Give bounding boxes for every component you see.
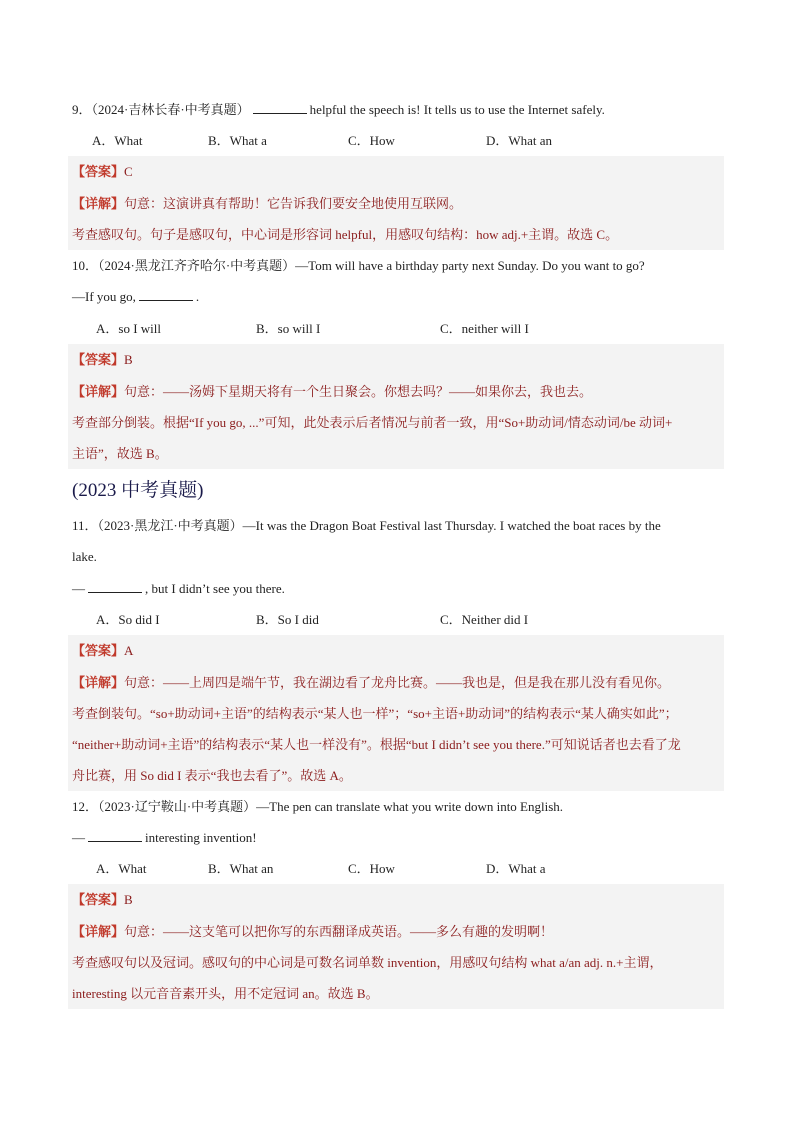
question-10-options — [96, 320, 696, 338]
detail-line-2: 考查部分倒装。根据“If you go, ...”可知，此处表示后者情况与前者一致，用“So+助动词/情态动词/be 动词+ — [72, 415, 673, 430]
answer-blank — [139, 288, 193, 301]
question-10-stem-2 — [72, 288, 199, 306]
option-b: B．so will I — [256, 321, 321, 336]
question-11-text: , but I didn’t see you there. — [145, 581, 285, 596]
question-12-stem-2 — [72, 829, 257, 847]
question-9-answer-box — [68, 156, 724, 250]
answer-blank — [88, 580, 142, 593]
detail-line-1 — [72, 923, 553, 941]
answer-value: B — [124, 352, 133, 367]
option-a: A．So did I — [96, 612, 160, 627]
detail-text: 句意：这演讲真有帮助！它告诉我们要安全地使用互联网。 — [124, 196, 463, 211]
answer-line — [72, 642, 133, 660]
question-12-options — [96, 860, 696, 878]
question-11-stem-cont: lake. — [72, 549, 97, 564]
option-c: C．How — [348, 861, 395, 876]
question-12-answer-box — [68, 884, 724, 1009]
answer-line — [72, 163, 133, 181]
answer-line — [72, 891, 133, 909]
option-c: C．How — [348, 133, 395, 148]
question-9-source: 9．（2024·吉林长春·中考真题） — [72, 102, 250, 117]
detail-line-1 — [72, 383, 592, 401]
detail-line-4: 舟比赛，用 So did I 表示“我也去看了”。故选 A。 — [72, 768, 352, 783]
detail-tag: 【详解】 — [72, 924, 125, 939]
question-11-options — [96, 611, 696, 629]
dash: — — [72, 830, 85, 845]
answer-tag: 【答案】 — [72, 352, 125, 367]
question-12-text: interesting invention! — [145, 830, 257, 845]
detail-line-2: 考查倒装句。“so+助动词+主语”的结构表示“某人也一样”；“so+主语+助动词”的结构表示“某人确实如此”； — [72, 706, 678, 721]
detail-line-2: 考查感叹句以及冠词。感叹句的中心词是可数名词单数 invention，用感叹句结构 what a/an adj. n.+主谓， — [72, 955, 663, 970]
answer-blank — [253, 101, 307, 114]
detail-tag: 【详解】 — [72, 196, 125, 211]
detail-text: 句意：——这支笔可以把你写的东西翻译成英语。——多么有趣的发明啊！ — [124, 924, 554, 939]
question-10-stem: 10．（2024·黑龙江齐齐哈尔·中考真题）—Tom will have a birthday party next Sunday. Do you want to go? — [72, 258, 645, 273]
answer-value: C — [124, 164, 133, 179]
dash: — — [72, 581, 85, 596]
question-11-answer-box — [68, 635, 724, 791]
option-d: D．What a — [486, 861, 546, 876]
detail-text: 句意：——上周四是端午节，我在湖边看了龙舟比赛。——我也是，但是我在那儿没有看见你。 — [124, 675, 671, 690]
option-b: B．So I did — [256, 612, 319, 627]
question-10-text: —If you go, — [72, 289, 136, 304]
question-12-stem: 12．（2023·辽宁鞍山·中考真题）—The pen can translate what you write down into English. — [72, 799, 564, 814]
option-c: C．Neither did I — [440, 612, 529, 627]
question-10-punct: . — [195, 289, 200, 304]
answer-tag: 【答案】 — [72, 164, 125, 179]
option-a: A．What — [96, 861, 147, 876]
detail-tag: 【详解】 — [72, 675, 125, 690]
detail-line-3: interesting 以元音音素开头，用不定冠词 an。故选 B。 — [72, 986, 379, 1001]
detail-line-1 — [72, 195, 462, 213]
detail-line-1 — [72, 674, 670, 692]
option-a: A．so I will — [96, 321, 162, 336]
answer-value: A — [124, 643, 134, 658]
option-b: B．What a — [208, 133, 267, 148]
answer-tag: 【答案】 — [72, 643, 125, 658]
question-9-stem — [72, 101, 605, 119]
detail-line-2: 考查感叹句。句子是感叹句，中心词是形容词 helpful，用感叹句结构：how adj.+主谓。故选 C。 — [72, 227, 619, 242]
detail-text: 句意：——汤姆下星期天将有一个生日聚会。你想去吗？——如果你去，我也去。 — [124, 384, 593, 399]
question-11-stem-2 — [72, 580, 285, 598]
option-d: D．What an — [486, 133, 553, 148]
question-9-text: helpful the speech is! It tells us to use the Internet safely. — [309, 102, 605, 117]
option-a: A．What — [92, 133, 143, 148]
option-b: B．What an — [208, 861, 274, 876]
detail-line-3: “neither+助动词+主语”的结构表示“某人也一样没有”。根据“but I didn’t see you there.”可知说话者也去看了龙 — [72, 737, 681, 752]
answer-line — [72, 351, 133, 369]
detail-line-3: 主语”，故选 B。 — [72, 446, 168, 461]
option-c: C．neither will I — [440, 321, 529, 336]
question-11-stem: 11．（2023·黑龙江·中考真题）—It was the Dragon Boat Festival last Thursday. I watched the boat races by the — [72, 518, 661, 533]
question-9-options — [92, 132, 692, 150]
answer-value: B — [124, 892, 133, 907]
answer-blank — [88, 829, 142, 842]
section-title: (2023 中考真题) — [72, 480, 204, 501]
detail-tag: 【详解】 — [72, 384, 125, 399]
answer-tag: 【答案】 — [72, 892, 125, 907]
question-10-answer-box — [68, 344, 724, 469]
